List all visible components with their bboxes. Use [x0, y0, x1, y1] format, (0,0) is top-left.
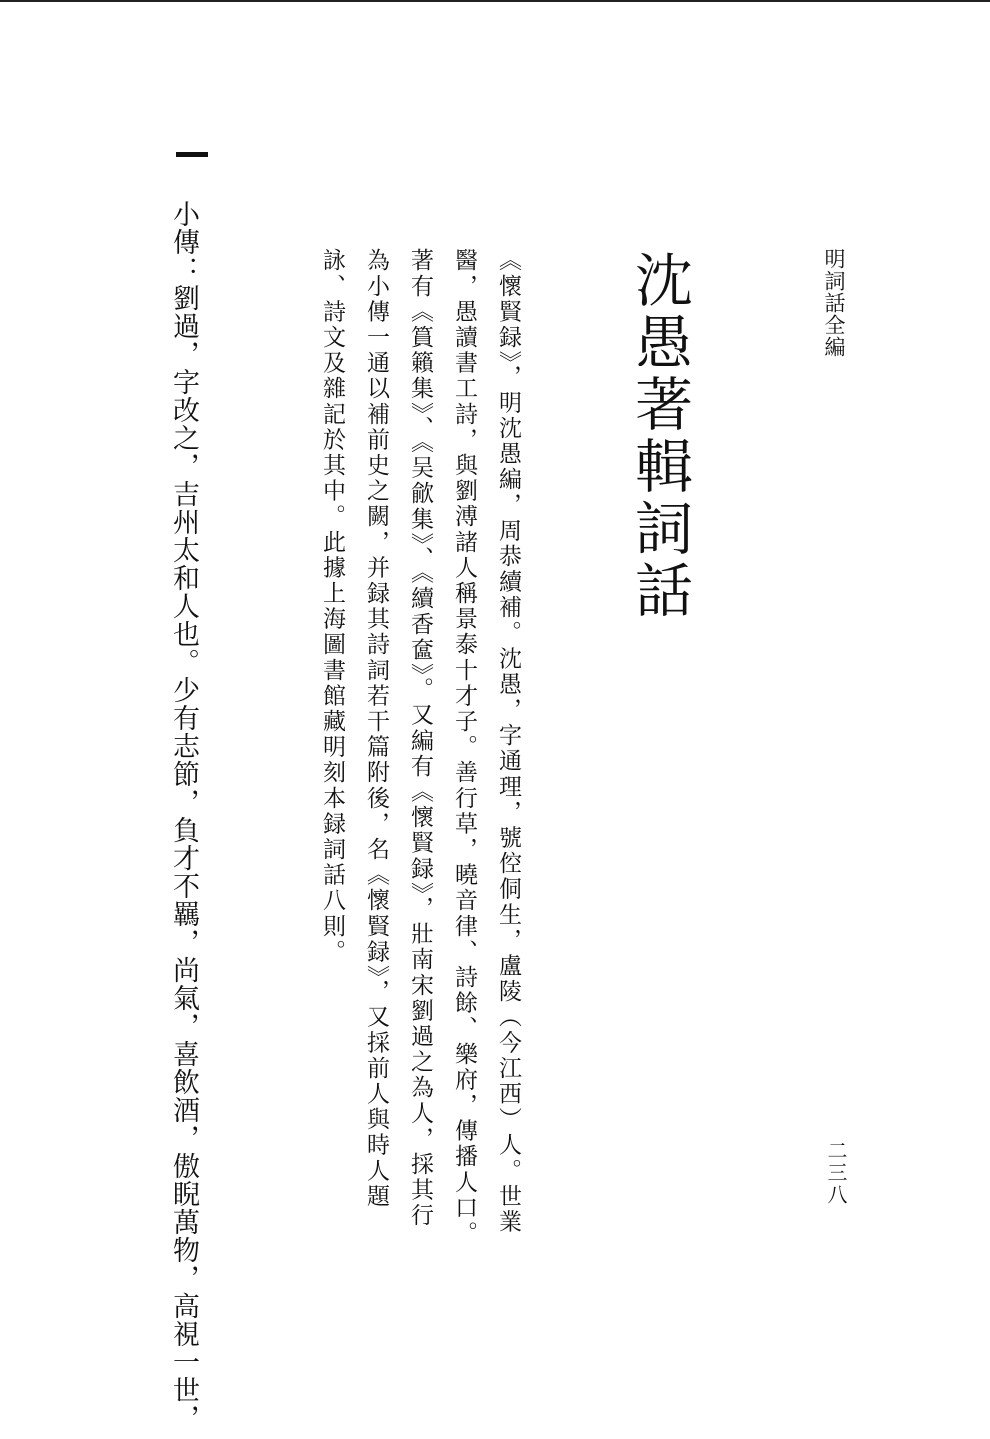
top-rule [0, 0, 990, 2]
intro-paragraph: 《懷賢録》，明沈愚編，周恭續補。沈愚，字通理，號倥侗生，盧陵（今江西）人。世業醫，愚讀書工詩，與劉溥諸人稱景泰十才子。善行草，曉音律、詩餘、樂府，傳播人口。著有《篔籟集》、《吴歈集》、《續香奩》。又編有《懷賢録》，壯南宋劉過之為人，採其行為小傳一通以補前史之闕，并録其詩詞若干篇附後，名《懷賢録》，又採前人與時人題詠、詩文及雜記於其中。此據上海圖書館藏明刻本録詞話八則。 [319, 248, 521, 1247]
running-title: 明詞話全編 [822, 248, 846, 358]
entry-text: 小傳：劉過，字改之，吉州太和人也。少有志節，負才不羈，尚氣，喜飲酒，傲睨萬物，高視一世， [168, 200, 199, 1432]
section-title: 沈愚著輯詞話 [625, 250, 693, 622]
page-number: 二三八 [824, 1140, 848, 1206]
entry-number [176, 152, 208, 157]
